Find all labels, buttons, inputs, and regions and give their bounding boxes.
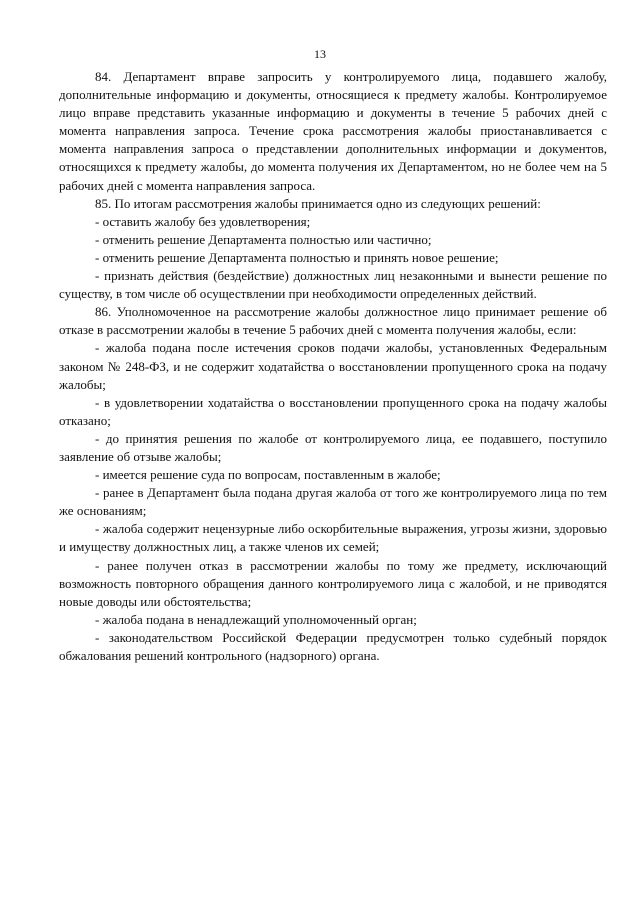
paragraph-86: 86. Уполномоченное на рассмотрение жалобы должностное лицо принимает решение об отказе в рассмотрении жалобы в течение 5 рабочих дней с момента получения жалобы, если: <box>59 304 607 338</box>
list-item-complaint-withdrawn: - до принятия решения по жалобе от контролируемого лица, ее подавшего, поступило заявление об отзыве жалобы; <box>59 430 607 464</box>
list-item-duplicate-complaint: - ранее в Департамент была подана другая жалоба от того же контролируемого лица по тем же основаниям; <box>59 485 607 519</box>
paragraph-84: 84. Департамент вправе запросить у контролируемого лица, подавшего жалобу, дополнительные информацию и документы, относящиеся к предмету жалобы. Контролируемое лицо вправе представить указанные информацию и документы в течение 5 рабочих дней с момента направления запроса. Течение срока рассмотрения жалобы приостанавливается с момента направления запроса о представлении дополнительных информации и документов, относящихся к предмету жалобы, до момента получения их Департаментом, но не более чем на 5 рабочих дней с момента направления запроса. <box>59 69 607 193</box>
list-item-petition-denied: - в удовлетворении ходатайства о восстановлении пропущенного срока на подачу жалобы отказано; <box>59 394 607 428</box>
list-item-leave-without-satisfaction: - оставить жалобу без удовлетворения; <box>95 213 311 229</box>
list-item-prior-refusal: - ранее получен отказ в рассмотрении жалобы по тому же предмету, исключающий возможность повторного обращения данного контролируемого лица с жалобой, и не приводятся новые доводы или обстоятельства; <box>59 557 607 609</box>
list-item-judicial-only: - законодательством Российской Федерации предусмотрен только судебный порядок обжалования решений контрольного (надзорного) органа. <box>59 629 607 663</box>
list-item-obscene-language: - жалоба содержит нецензурные либо оскорбительные выражения, угрозы жизни, здоровью и имуществу должностных лиц, а также членов их семей; <box>59 521 607 555</box>
list-item-cancel-and-new-decision: - отменить решение Департамента полностью и принять новое решение; <box>95 249 499 265</box>
list-item-recognize-actions-unlawful: - признать действия (бездействие) должностных лиц незаконными и вынести решение по существу, в том числе об осуществлении при необходимости определенных действий. <box>59 268 607 302</box>
list-item-wrong-authority: - жалоба подана в ненадлежащий уполномоченный орган; <box>95 611 417 627</box>
list-item-cancel-partially: - отменить решение Департамента полностью или частично; <box>95 231 432 247</box>
document-body <box>59 68 607 665</box>
list-item-deadline-expired: - жалоба подана после истечения сроков подачи жалобы, установленных Федеральным законом № 248-ФЗ, и не содержит ходатайства о восстановлении пропущенного срока на подачу жалобы; <box>59 340 607 392</box>
paragraph-85: 85. По итогам рассмотрения жалобы принимается одно из следующих решений: <box>95 195 541 211</box>
list-item-court-decision: - имеется решение суда по вопросам, поставленным в жалобе; <box>95 467 441 483</box>
page-number: 13 <box>314 47 326 61</box>
